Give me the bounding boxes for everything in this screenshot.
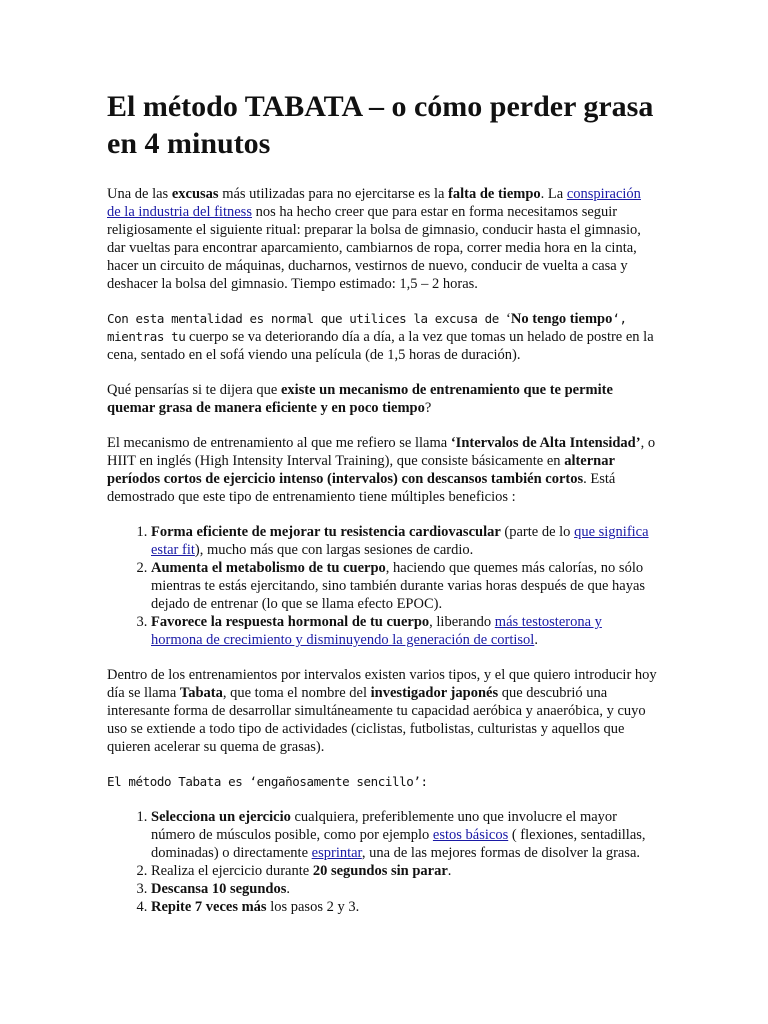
list-item: 1. Forma eficiente de mejorar tu resistencia cardiovascular (parte de lo que significa estar fit), mucho más que con largas sesiones de cardio. (151, 523, 657, 559)
list-item: 3. Descansa 10 segundos. (151, 880, 657, 898)
link-testosterona[interactable]: más testosterona y hormona de crecimiento y disminuyendo la generación de cortisol (151, 614, 602, 648)
link-estar-fit[interactable]: que significa estar fit (151, 524, 649, 558)
list-item: 4. Repite 7 veces más los pasos 2 y 3. (151, 898, 657, 916)
steps-list (107, 808, 657, 916)
paragraph-sencillo: El método Tabata es ‘engañosamente sencillo’: (107, 774, 428, 789)
article (107, 88, 657, 933)
link-estos-basicos[interactable]: estos básicos (432, 827, 509, 843)
bold-investigador: investigador japonés (370, 685, 499, 701)
paragraph-pregunta: Qué pensarías si te dijera que existe un mecanismo de entrenamiento que te permite quemar grasa de manera eficiente y en poco tiempo? (107, 382, 613, 416)
bold-tabata: Tabata (179, 685, 223, 701)
bold-mecanismo: existe un mecanismo de entrenamiento que te permite quemar grasa de manera eficiente y en poco tiempo (107, 382, 613, 416)
bold-no-tengo-tiempo: No tengo tiempo (510, 311, 613, 327)
bold-alternar: alternar períodos cortos de ejercicio intenso (intervalos) con descansos también cortos (107, 453, 615, 487)
bold-intervalos: ‘Intervalos de Alta Intensidad’ (450, 435, 641, 451)
paragraph-hiit: El mecanismo de entrenamiento al que me refiero se llama ‘Intervalos de Alta Intensidad’, o HIIT en inglés (High Intensity Interval Training), que consiste básicamente en alternar períodos cortos de ejercicio intenso (intervalos) con descansos también cortos. Está demostrado que este tipo de entrenamiento tiene múltiples beneficios : (107, 435, 656, 505)
article-title: El método TABATA – o cómo perder grasa en 4 minutos (107, 90, 654, 160)
link-esprintar[interactable]: esprintar (311, 845, 362, 861)
benefits-list (107, 523, 657, 649)
list-item: 3. Favorece la respuesta hormonal de tu cuerpo, liberando más testosterona y hormona de crecimiento y disminuyendo la generación de cortisol. (151, 613, 657, 649)
bold-falta-de-tiempo: falta de tiempo (448, 186, 541, 202)
list-item: 1. Selecciona un ejercicio cualquiera, preferiblemente uno que involucre el mayor número de músculos posible, como por ejemplo estos básicos ( flexiones, sentadillas, dominadas) o directamente esprintar, una de las mejores formas de disolver la grasa. (151, 808, 657, 862)
list-item: 2. Realiza el ejercicio durante 20 segundos sin parar. (151, 862, 657, 880)
list-item: 2. Aumenta el metabolismo de tu cuerpo, haciendo que quemes más calorías, no sólo mientras te estás ejercitando, sino también durante varias horas después de que hayas dejado de entrenar (lo que se llama efecto EPOC). (151, 559, 657, 613)
paragraph-mentalidad: Con esta mentalidad es normal que utilices la excusa de ‘No tengo tiempo‘, mientras tu cuerpo se va deteriorando día a día, a la vez que tomas un helado de postre en la cena, sentado en el sofá viendo una película (de 1,5 horas de duración). (107, 311, 654, 363)
bold-excusas: excusas (171, 186, 219, 202)
link-conspiracion[interactable]: conspiración de la industria del fitness (107, 186, 641, 220)
paragraph-tabata: Dentro de los entrenamientos por intervalos existen varios tipos, y el que quiero introducir hoy día se llama Tabata, que toma el nombre del investigador japonés que descubrió una interesante forma de desarrollar simultáneamente tu capacidad aeróbica y anaeróbica, y cuyo uso se extiende a todo tipo de actividades (ciclistas, futbolistas, culturistas y aquellos que quieren acelerar su quema de grasas). (107, 667, 657, 755)
paragraph-intro: Una de las excusas más utilizadas para no ejercitarse es la falta de tiempo. La conspiración de la industria del fitness nos ha hecho creer que para estar en forma necesitamos seguir religiosamente el siguiente ritual: preparar la bolsa de gimnasio, conducir hasta el gimnasio, dar vueltas para encontrar aparcamiento, cambiarnos de ropa, correr media hora en la cinta, hacer un circuito de máquinas, ducharnos, vestirnos de nuevo, conducir de vuelta a casa y deshacer la bolsa del gimnasio. Tiempo estimado: 1,5 – 2 horas. (107, 186, 641, 292)
